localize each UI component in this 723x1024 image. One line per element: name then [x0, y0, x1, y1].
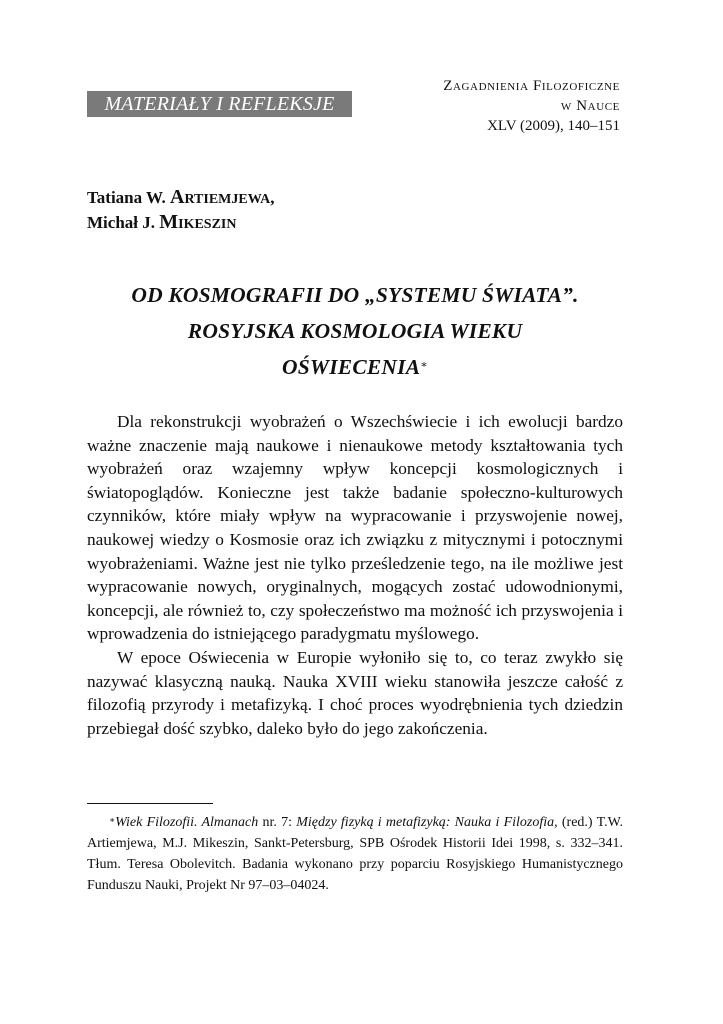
paper-title [87, 277, 623, 385]
author-2-first: Michał J. [87, 213, 155, 232]
title-line-3 [87, 349, 623, 385]
journal-header [290, 76, 620, 136]
title-line-3-text: OŚWIECENIA [282, 355, 421, 379]
section-label: MATERIAŁY I REFLEKSJE [87, 91, 352, 117]
body-text [87, 410, 623, 740]
footnote [87, 812, 623, 896]
title-line-1: OD KOSMOGRAFII DO „SYSTEMU ŚWIATA”. [131, 283, 579, 307]
paragraph-2: W epoce Oświecenia w Europie wyłoniło się to, co teraz zwykło się nazywać klasyczną nauką. Nauka XVIII wieku stanowiła jeszcze całość z filozofią przyrody i metafizyką. I choć proces wyodrębnienia tych dziedzin przebiegał dość szybko, daleko było do jego zakończenia. [87, 647, 623, 738]
journal-title-line1: Zagadnienia Filozoficzne [443, 78, 620, 94]
author-2 [87, 210, 275, 235]
author-2-last: Mikeszin [159, 211, 237, 233]
author-1-last: Artiemjewa [170, 186, 271, 208]
footnote-rest: , (red.) T.W. Artiemjewa, M.J. Mikeszin, Sankt-Petersburg, SPB Ośrodek Historii Idei 1998, s. 332–341. Tłum. Teresa Obolevitch. Badania wykonano przy poparciu Rosyjskiego Humanistycznego Funduszu Nauki, Projekt Nr 97–03–04024. [87, 815, 624, 893]
title-footnote-mark: ∗ [420, 359, 428, 371]
footnote-nr: nr. 7: [258, 815, 297, 830]
journal-title-line2: w Nauce [560, 98, 620, 114]
paragraph-1: Dla rekonstrukcji wyobrażeń o Wszechświecie i ich ewolucji bardzo ważne znaczenie mają naukowe i nienaukowe metody kształtowania tych wyobrażeń oraz wzajemny wpływ koncepcji kosmologicznych i światopoglądów. Konieczne jest także badanie społeczno-kulturowych czynników, które miały wpływ na wypracowanie i przyswojenie nowej, naukowej wiedzy o Kosmosie oraz ich związku z mitycznymi i potocznymi wyobrażeniami. Ważne jest nie tylko prześledzenie tego, na ile możliwe jest wypracowanie nowych, oryginalnych, mogących zostać udowodnionymi, koncepcji, ale również to, czy społeczeństwo ma możność ich przyswojenia i wprowadzenia do istniejącego paradygmatu myślowego. [87, 412, 623, 644]
authors [87, 185, 275, 235]
author-1-first: Tatiana W. [87, 188, 166, 207]
footnote-mark: ∗ [109, 815, 116, 825]
journal-volume: XLV (2009), 140–151 [487, 118, 620, 134]
title-line-2: ROSYJSKA KOSMOLOGIA WIEKU [187, 319, 523, 343]
author-separator: , [270, 188, 275, 207]
footnote-subtitle: Między fizyką i metafizyką: Nauka i Filozofia [296, 815, 555, 830]
footnote-source: Wiek Filozofii. Almanach [115, 815, 259, 830]
author-1 [87, 185, 275, 210]
footnote-rule [87, 803, 213, 804]
